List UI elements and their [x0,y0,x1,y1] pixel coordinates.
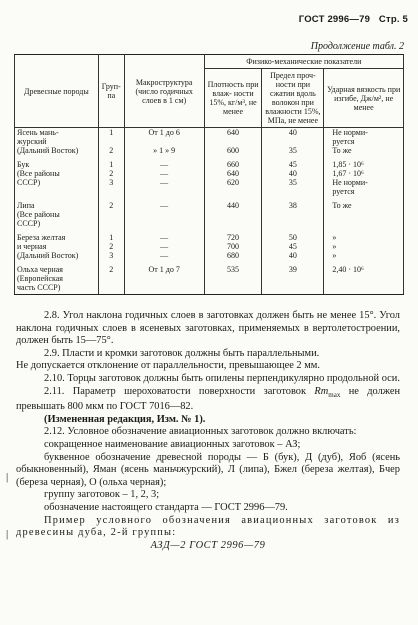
example-intro: Пример условного обозначения авиационных заготовок из древесины дуба, 2-й группы: [16,514,400,539]
cell-macro: — [124,196,204,210]
cell-group: 2 [98,242,124,251]
cell-impact: » [324,251,404,260]
cell-strength [262,283,324,295]
paragraph-2-11: 2.11. Параметр шероховатости поверхности заготовок $Rm_{max}$ не должен превышать 800 мкм по ГОСТ 7016—82. [16,385,401,413]
cell-strength: 35 [262,178,324,187]
cell-group: 3 [98,178,124,187]
cell-impact [324,274,404,283]
cell-strength [262,187,324,196]
page-number: Стр. 5 [378,14,408,25]
cell-strength: 38 [262,196,324,210]
cell-impact: 2,40 · 10⁶ [324,260,404,274]
cell-macro [124,187,204,196]
amendment-note: (Измененная редакция, Изм. № 1). [44,413,206,425]
list-item-standard: обозначение настоящего стандарта — ГОСТ 2996—79. [44,501,288,513]
cell-impact: 1,85 · 10⁶ [324,155,404,169]
cell-impact: 1,67 · 10⁶ [324,169,404,178]
table-continuation-label: Продолжение табл. 2 [310,41,404,52]
cell-strength [262,219,324,228]
cell-impact [324,210,404,219]
cell-species: (Все районы [15,210,99,219]
cell-macro [124,137,204,146]
cell-impact [324,283,404,295]
page-header [299,14,408,25]
cell-species: СССР) [15,178,99,187]
cell-group: 1 [98,155,124,169]
cell-density: 660 [204,155,262,169]
standard-number: ГОСТ 2996—79 [298,14,371,25]
cell-macro: — [124,251,204,260]
cell-density [204,187,262,196]
table-row [15,251,404,260]
paragraph-2-9-cont: Не допускается отклонение от параллельности, превышающее 2 мм. [16,360,320,372]
cell-impact: Не норми- [324,178,404,187]
cell-macro: — [124,155,204,169]
cell-macro: » 1 » 9 [124,146,204,155]
cell-group [98,274,124,283]
col-header-group: Груп- па [98,55,124,128]
list-item-species-code: буквенное обозначение древесной породы — Б (бук), Д (дуб), Яоб (ясень обыкновенный), Яман (ясень маньчжурский), Л (липа), Бжел (береза желтая), Бчер (береза черная), О (ольха черная); [16,451,400,488]
paragraph-2-9: 2.9. Пласти и кромки заготовок должны быть параллельными. [44,347,320,359]
cell-macro [124,283,204,295]
col-header-species: Древесные породы [15,55,99,128]
table-row [15,146,404,155]
table-row [15,219,404,228]
cell-species: часть СССР) [15,283,99,295]
table-row [15,196,404,210]
cell-strength: 45 [262,155,324,169]
cell-strength: 50 [262,228,324,242]
cell-species: Береза желтая [15,228,99,242]
cell-density [204,210,262,219]
cell-macro: От 1 до 6 [124,128,204,138]
cell-group [98,283,124,295]
cell-strength: 40 [262,251,324,260]
cell-strength: 35 [262,146,324,155]
cell-species: Ольха черная [15,260,99,274]
cell-density: 620 [204,178,262,187]
table-row [15,242,404,251]
cell-density: 640 [204,128,262,138]
list-item-group: группу заготовок – 1, 2, 3; [44,489,160,501]
cell-density: 680 [204,251,262,260]
list-item-abbreviation: сокращенное наименование авиационных заготовок – АЗ; [44,439,301,451]
table-row [15,178,404,187]
cell-strength [262,274,324,283]
table-row [15,187,404,196]
paragraph-2-12: 2.12. Условное обозначение авиационных заготовок должно включать: [44,426,357,438]
cell-species: журский [15,137,99,146]
cell-impact: Не норми- [324,128,404,138]
cell-species: (Все районы [15,169,99,178]
wood-properties-table [14,54,404,295]
cell-group [98,187,124,196]
cell-macro: — [124,242,204,251]
cell-group: 2 [98,260,124,274]
table-row [15,169,404,178]
col-group-header: Физико-механические показатели [204,55,403,69]
cell-macro: — [124,178,204,187]
table-row [15,210,404,219]
cell-species: (Дальний Восток) [15,146,99,155]
cell-density: 440 [204,196,262,210]
cell-density [204,274,262,283]
cell-group: 3 [98,251,124,260]
cell-species [15,187,99,196]
paragraph-2-8: 2.8. Угол наклона годичных слоев в заготовках должен быть не менее 15°. Угол наклона годичных слоев в ясеневых заготовках, применяемых в вертолетостроении, должен быть 15—75°. [16,310,400,347]
cell-group: 2 [98,196,124,210]
cell-macro [124,219,204,228]
cell-species: Бук [15,155,99,169]
cell-macro: — [124,169,204,178]
cell-strength [262,137,324,146]
cell-strength: 45 [262,242,324,251]
paragraph-2-10: 2.10. Торцы заготовок должны быть опилены перпендикулярно продольной оси. [44,372,400,384]
cell-impact: руется [324,137,404,146]
cell-strength: 40 [262,128,324,138]
cell-impact: » [324,228,404,242]
table-row [15,128,404,138]
cell-density: 720 [204,228,262,242]
cell-group: 1 [98,128,124,138]
cell-species: Ясень мань- [15,128,99,138]
cell-macro: От 1 до 7 [124,260,204,274]
cell-macro [124,210,204,219]
col-header-strength: Предел проч- ности при сжатии вдоль волокон при влажности 15%, МПа, не менее [262,69,324,128]
table-row [15,228,404,242]
cell-group: 2 [98,169,124,178]
col-header-density: Плотность при влаж- ности 15%, кг/м³, не менее [204,69,262,128]
table-row [15,155,404,169]
table-row [15,260,404,274]
cell-strength: 40 [262,169,324,178]
cell-macro [124,274,204,283]
cell-impact: » [324,242,404,251]
cell-species: СССР) [15,219,99,228]
cell-group [98,219,124,228]
cell-group: 1 [98,228,124,242]
cell-density [204,283,262,295]
example-designation: АЗД—2 ГОСТ 2996—79 [150,539,266,551]
col-header-impact: Ударная вязкость при изгибе, Дж/м², не менее [324,69,404,128]
cell-impact: То же [324,196,404,210]
cell-density: 535 [204,260,262,274]
cell-species: Липа [15,196,99,210]
cell-group: 2 [98,146,124,155]
cell-impact: руется [324,187,404,196]
cell-species: (Дальний Восток) [15,251,99,260]
cell-impact [324,219,404,228]
cell-strength [262,210,324,219]
cell-density [204,137,262,146]
cell-strength: 39 [262,260,324,274]
margin-mark: | [6,528,9,540]
table-row [15,283,404,295]
cell-macro: — [124,228,204,242]
cell-density: 640 [204,169,262,178]
body-text [16,310,400,552]
cell-group [98,137,124,146]
cell-species: и черная [15,242,99,251]
cell-density [204,219,262,228]
cell-density: 600 [204,146,262,155]
table-row [15,137,404,146]
cell-impact: То же [324,146,404,155]
margin-mark: | [6,471,9,483]
table-row [15,274,404,283]
col-header-macro: Макроструктура (число годичных слоев в 1 см) [124,55,204,128]
cell-species: (Европейская [15,274,99,283]
cell-density: 700 [204,242,262,251]
cell-group [98,210,124,219]
